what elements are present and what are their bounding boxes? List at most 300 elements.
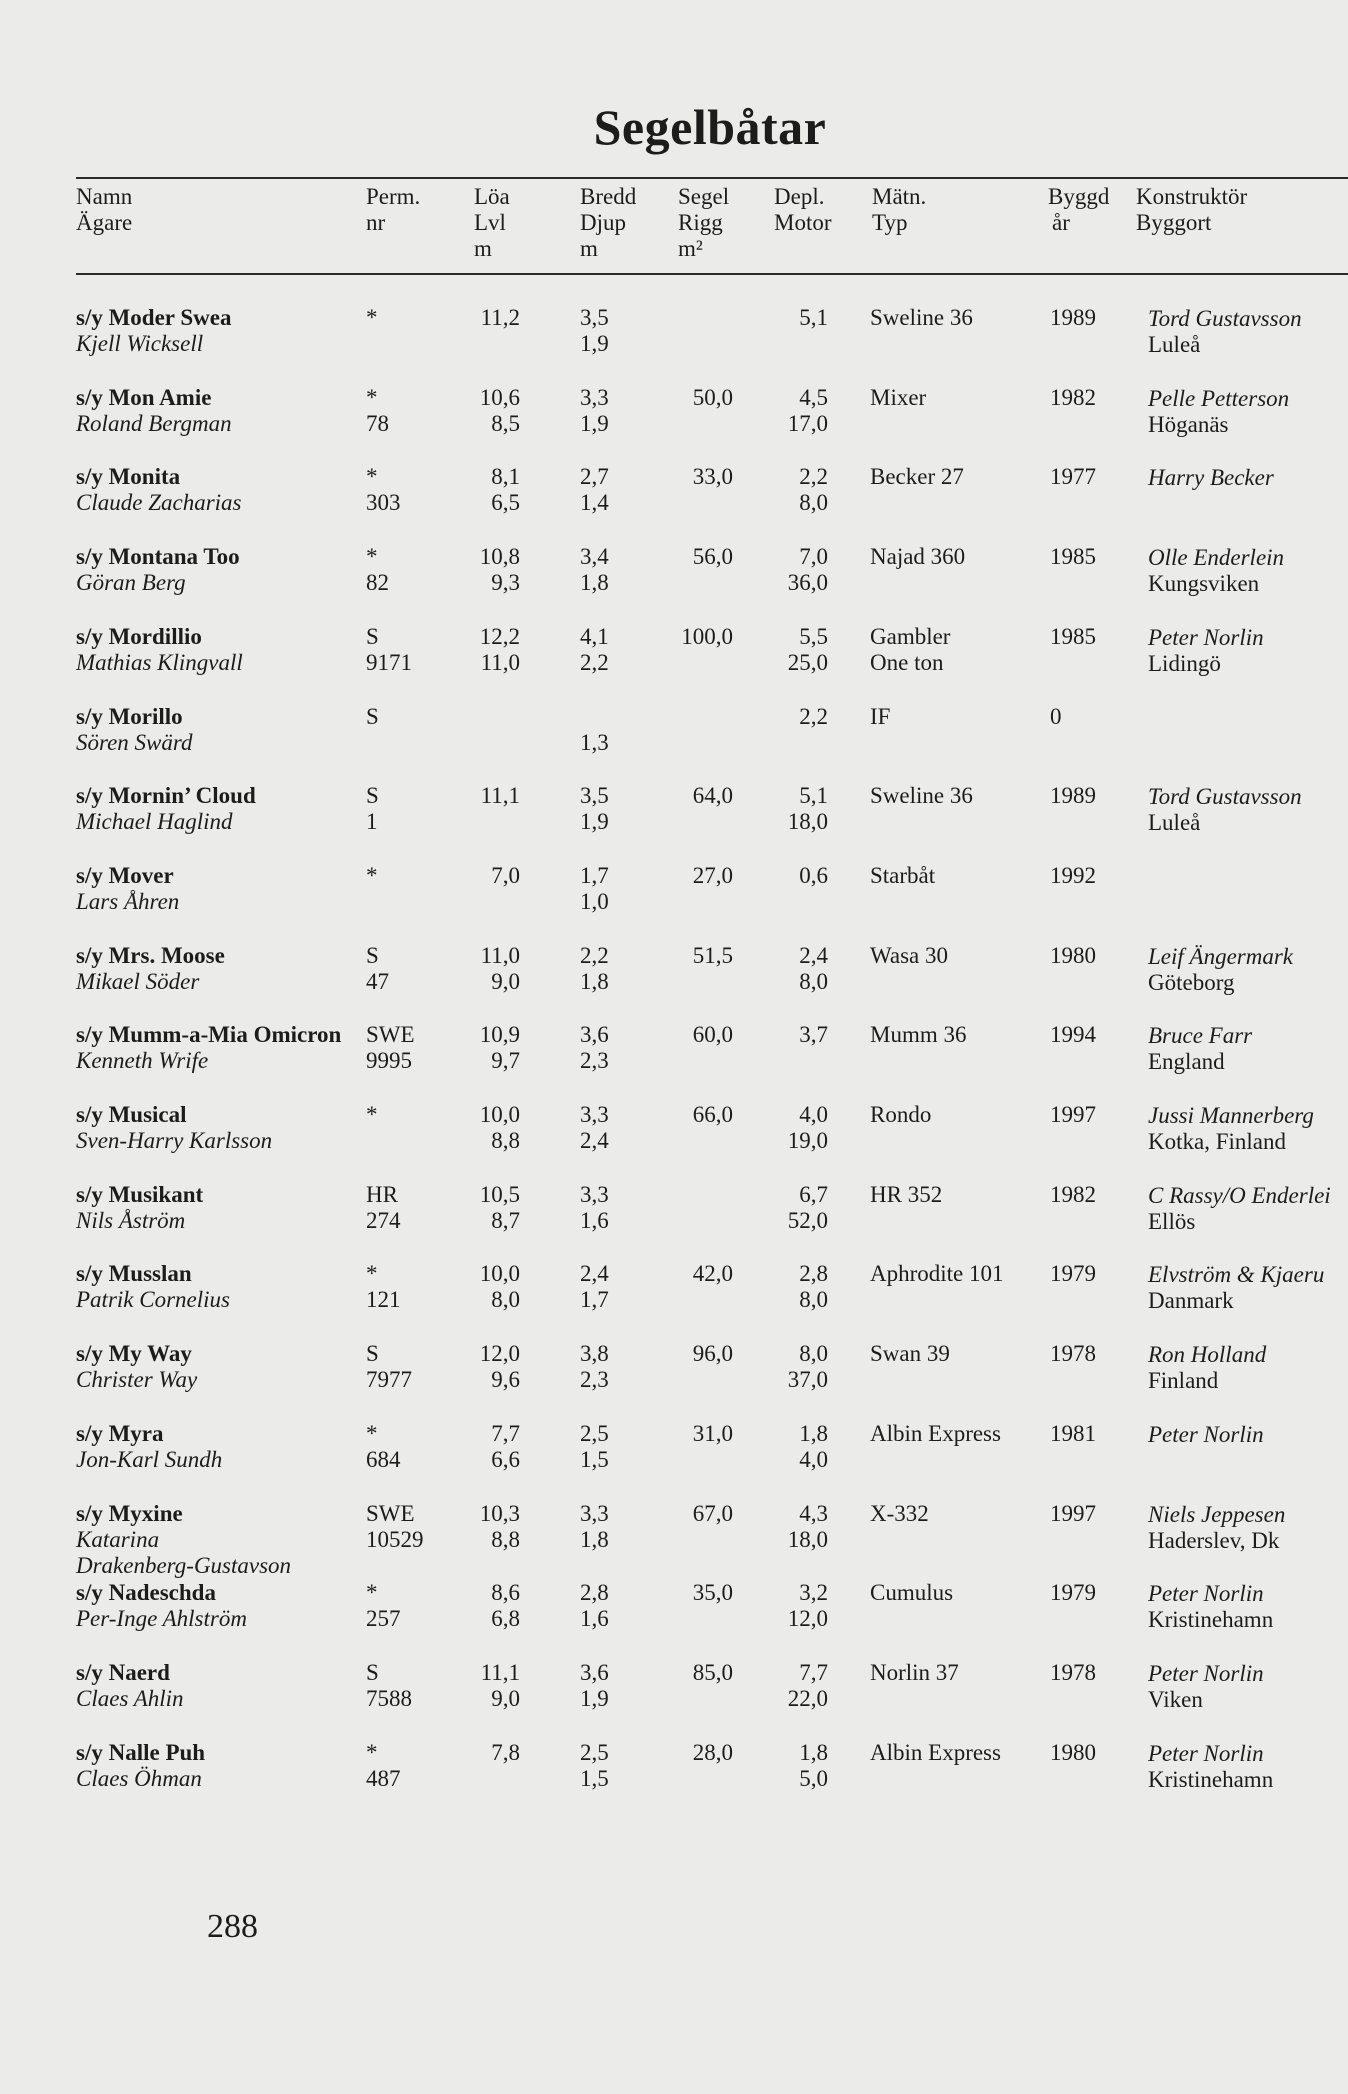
perm-code: * xyxy=(366,1420,378,1446)
year-built: 1980 xyxy=(1050,942,1096,968)
header-col-segel xyxy=(678,184,729,262)
header-namn: Namn xyxy=(76,184,133,209)
boat-entry xyxy=(0,463,1348,543)
boat-type: Aphrodite 101 xyxy=(870,1261,1004,1287)
designer-name: Peter Norlin xyxy=(1148,1740,1264,1766)
header-bredd: Bredd xyxy=(580,184,637,209)
boat-entry xyxy=(0,862,1348,942)
boat-type: Mumm 36 xyxy=(870,1022,967,1048)
perm-code: * xyxy=(366,1739,378,1765)
designer-name: Peter Norlin xyxy=(1148,1660,1264,1686)
perm-code: * xyxy=(366,305,378,330)
lvl-value: 11,0 xyxy=(480,649,520,675)
boat-entry xyxy=(0,623,1348,703)
djup-value: 1,8 xyxy=(580,1526,609,1552)
lvl-value: 9,0 xyxy=(491,1685,520,1711)
boat-type: Mixer xyxy=(870,384,927,410)
depl-value: 1,8 xyxy=(799,1420,828,1446)
header-typ: Typ xyxy=(872,210,908,235)
perm-number: 7588 xyxy=(366,1685,412,1711)
djup-value: 2,2 xyxy=(580,649,609,675)
owner-name: Michael Haglind xyxy=(76,809,233,835)
owner-name: Göran Berg xyxy=(76,570,186,596)
header-col-depl xyxy=(774,184,832,236)
loa-value: 8,6 xyxy=(491,1580,520,1606)
bredd-value: 3,3 xyxy=(580,1102,609,1127)
header-loa-unit: m xyxy=(474,236,492,261)
perm-code: SWE xyxy=(366,1500,415,1526)
motor-value: 17,0 xyxy=(787,410,828,436)
year-built: 1985 xyxy=(1050,544,1096,570)
motor-value: 5,0 xyxy=(799,1765,828,1791)
build-place: Ellös xyxy=(1148,1208,1196,1234)
djup-value: 1,8 xyxy=(580,968,609,994)
segel-value: 100,0 xyxy=(681,623,733,649)
boat-type: Najad 360 xyxy=(870,544,966,570)
boat-type: Becker 27 xyxy=(870,464,964,490)
perm-number: 121 xyxy=(366,1287,401,1313)
segel-value: 50,0 xyxy=(692,384,733,410)
loa-value: 10,3 xyxy=(479,1500,520,1526)
djup-value: 1,9 xyxy=(580,410,609,436)
owner-name: Kenneth Wrife xyxy=(76,1048,209,1074)
perm-code: * xyxy=(366,464,378,490)
year-built: 1997 xyxy=(1050,1102,1096,1127)
year-built: 1989 xyxy=(1050,305,1096,330)
header-perm: Perm. xyxy=(366,184,421,209)
boat-entry xyxy=(0,1659,1348,1739)
segel-value: 27,0 xyxy=(692,862,733,888)
bredd-value: 3,3 xyxy=(580,384,609,410)
boat-type-cont: One ton xyxy=(870,649,944,675)
lvl-value: 8,0 xyxy=(491,1287,520,1313)
boat-entry xyxy=(0,1420,1348,1500)
djup-value: 1,4 xyxy=(580,490,609,516)
loa-value: 7,0 xyxy=(491,862,520,888)
header-top-rule xyxy=(76,177,1348,179)
loa-value: 10,5 xyxy=(479,1181,520,1207)
boat-name: s/y Musical xyxy=(76,1102,187,1127)
motor-value: 12,0 xyxy=(787,1606,828,1632)
boat-name: s/y Mon Amie xyxy=(76,384,212,410)
perm-number: 684 xyxy=(366,1446,401,1472)
depl-value: 0,6 xyxy=(799,862,828,888)
build-place: Lidingö xyxy=(1148,650,1221,676)
segel-value: 42,0 xyxy=(692,1261,733,1287)
bredd-value: 4,1 xyxy=(580,623,609,649)
perm-code: S xyxy=(366,623,379,649)
designer-name: Peter Norlin xyxy=(1148,624,1264,650)
build-place: England xyxy=(1148,1049,1225,1075)
owner-name: Nils Åström xyxy=(76,1207,186,1233)
build-place: Göteborg xyxy=(1148,969,1235,995)
motor-value: 52,0 xyxy=(787,1207,828,1233)
header-bottom-rule xyxy=(76,273,1348,275)
header-nr: nr xyxy=(366,210,386,235)
header-loa: Löa xyxy=(474,184,510,209)
loa-value: 10,9 xyxy=(479,1022,520,1048)
boat-entry xyxy=(0,1101,1348,1181)
perm-code: * xyxy=(366,384,378,410)
year-built: 1989 xyxy=(1050,783,1096,809)
depl-value: 2,4 xyxy=(799,942,828,968)
djup-value: 2,3 xyxy=(580,1048,609,1074)
depl-value: 8,0 xyxy=(799,1341,828,1367)
owner-name: Sören Swärd xyxy=(76,729,193,755)
owner-name: Per-Inge Ahlström xyxy=(76,1606,247,1632)
designer-name: Harry Becker xyxy=(1148,465,1274,491)
boat-type: Cumulus xyxy=(870,1580,954,1606)
djup-value: 1,6 xyxy=(580,1606,609,1632)
segel-value: 67,0 xyxy=(692,1500,733,1526)
year-built: 1977 xyxy=(1050,464,1096,490)
build-place: Kotka, Finland xyxy=(1148,1129,1286,1154)
designer-name: Olle Enderlein xyxy=(1148,545,1285,571)
boat-type: Albin Express xyxy=(870,1420,1001,1446)
owner-name: Roland Bergman xyxy=(76,410,232,436)
year-built: 1997 xyxy=(1050,1500,1096,1526)
build-place: Luleå xyxy=(1148,332,1201,357)
segel-value: 66,0 xyxy=(692,1102,733,1127)
bredd-value: 3,6 xyxy=(580,1659,609,1685)
loa-value: 10,0 xyxy=(479,1261,520,1287)
loa-value: 11,2 xyxy=(480,305,520,330)
boat-type: Norlin 37 xyxy=(870,1659,959,1685)
segel-value: 96,0 xyxy=(692,1341,733,1367)
header-motor: Motor xyxy=(774,210,832,235)
build-place: Viken xyxy=(1148,1686,1203,1712)
djup-value: 1,9 xyxy=(580,809,609,835)
perm-code: * xyxy=(366,1580,378,1606)
boat-type: HR 352 xyxy=(870,1181,943,1207)
designer-name: Pelle Petterson xyxy=(1148,385,1290,411)
bredd-value: 3,4 xyxy=(580,544,609,570)
depl-value: 3,2 xyxy=(799,1580,828,1606)
year-built: 1980 xyxy=(1050,1739,1096,1765)
build-place: Danmark xyxy=(1148,1288,1234,1314)
header-bredd-unit: m xyxy=(580,236,598,261)
perm-number: 487 xyxy=(366,1765,401,1791)
header-agare: Ägare xyxy=(76,210,133,235)
loa-value: 12,2 xyxy=(479,623,520,649)
depl-value: 6,7 xyxy=(799,1181,828,1207)
loa-value: 8,1 xyxy=(491,464,520,490)
depl-value: 5,1 xyxy=(799,783,828,809)
header-col-perm xyxy=(366,184,420,236)
segel-value: 51,5 xyxy=(692,942,733,968)
perm-code: S xyxy=(366,703,379,729)
segel-value: 56,0 xyxy=(692,544,733,570)
depl-value: 4,0 xyxy=(799,1102,828,1127)
perm-number: 1 xyxy=(366,809,378,835)
loa-value: 11,0 xyxy=(480,942,520,968)
boat-entry xyxy=(0,1260,1348,1340)
boat-entry xyxy=(0,1340,1348,1420)
djup-value: 2,3 xyxy=(580,1367,609,1393)
perm-number: 257 xyxy=(366,1606,401,1632)
year-built: 1978 xyxy=(1050,1659,1096,1685)
perm-number: 7977 xyxy=(366,1367,412,1393)
bredd-value: 3,6 xyxy=(580,1022,609,1048)
designer-name: Jussi Mannerberg xyxy=(1148,1103,1314,1128)
perm-code: * xyxy=(366,1102,378,1127)
boat-type: Wasa 30 xyxy=(870,942,948,968)
lvl-value: 9,7 xyxy=(491,1048,520,1074)
header-ar: år xyxy=(1052,210,1070,235)
boat-name: s/y Naerd xyxy=(76,1659,170,1685)
lvl-value: 8,8 xyxy=(491,1526,520,1552)
segel-value: 28,0 xyxy=(692,1739,733,1765)
bredd-value: 2,5 xyxy=(580,1739,609,1765)
lvl-value: 9,6 xyxy=(491,1367,520,1393)
lvl-value: 6,5 xyxy=(491,490,520,516)
bredd-value: 2,7 xyxy=(580,464,609,490)
designer-name: Peter Norlin xyxy=(1148,1581,1264,1607)
header-lvl: Lvl xyxy=(474,210,506,235)
perm-code: HR xyxy=(366,1181,398,1207)
motor-value: 18,0 xyxy=(787,1526,828,1552)
owner-name: Sven-Harry Karlsson xyxy=(76,1128,273,1153)
loa-value: 11,1 xyxy=(480,1659,520,1685)
bredd-value: 3,8 xyxy=(580,1341,609,1367)
boat-name: s/y Mover xyxy=(76,862,174,888)
segel-value: 60,0 xyxy=(692,1022,733,1048)
bredd-value: 3,3 xyxy=(580,1500,609,1526)
depl-value: 2,8 xyxy=(799,1261,828,1287)
bredd-value: 3,3 xyxy=(580,1181,609,1207)
boat-name: s/y Moder Swea xyxy=(76,305,232,330)
segel-value: 31,0 xyxy=(692,1420,733,1446)
header-rigg: Rigg xyxy=(678,210,723,235)
designer-name: Bruce Farr xyxy=(1148,1023,1253,1049)
perm-number: 9995 xyxy=(366,1048,412,1074)
depl-value: 4,5 xyxy=(799,384,828,410)
motor-value: 19,0 xyxy=(787,1128,828,1153)
header-col-loa xyxy=(474,184,510,262)
page-number: 288 xyxy=(207,1908,258,1945)
year-built: 1994 xyxy=(1050,1022,1096,1048)
perm-number: 10529 xyxy=(366,1526,424,1552)
build-place: Kungsviken xyxy=(1148,571,1260,597)
owner-name: Claes Öhman xyxy=(76,1765,202,1791)
djup-value: 1,9 xyxy=(580,331,609,356)
bredd-value: 2,4 xyxy=(580,1261,609,1287)
boat-entry xyxy=(0,1500,1348,1580)
perm-code: S xyxy=(366,1341,379,1367)
djup-value: 1,7 xyxy=(580,1287,609,1313)
loa-value: 10,8 xyxy=(479,544,520,570)
header-depl: Depl. xyxy=(774,184,825,209)
perm-code: SWE xyxy=(366,1022,415,1048)
segel-value: 85,0 xyxy=(692,1659,733,1685)
designer-name: Peter Norlin xyxy=(1148,1421,1264,1447)
year-built: 1982 xyxy=(1050,384,1096,410)
owner-name: Claude Zacharias xyxy=(76,490,242,516)
bredd-value: 3,5 xyxy=(580,783,609,809)
djup-value: 1,6 xyxy=(580,1207,609,1233)
segel-value: 33,0 xyxy=(692,464,733,490)
depl-value: 3,7 xyxy=(799,1022,828,1048)
boat-entry xyxy=(0,304,1348,384)
motor-value: 4,0 xyxy=(799,1446,828,1472)
year-built: 1979 xyxy=(1050,1261,1096,1287)
boat-entry xyxy=(0,1181,1348,1261)
lvl-value: 6,8 xyxy=(491,1606,520,1632)
owner-name: Katarina xyxy=(76,1526,160,1552)
djup-value: 1,5 xyxy=(580,1765,609,1791)
motor-value: 22,0 xyxy=(787,1685,828,1711)
header-col-bredd xyxy=(580,184,636,262)
motor-value: 37,0 xyxy=(787,1367,828,1393)
header-byggort: Byggort xyxy=(1136,210,1212,235)
motor-value: 8,0 xyxy=(799,490,828,516)
boat-type: Swan 39 xyxy=(870,1341,950,1367)
boat-entry xyxy=(0,543,1348,623)
djup-value: 1,0 xyxy=(580,888,609,914)
boat-type: Sweline 36 xyxy=(870,305,973,330)
perm-code: S xyxy=(366,942,379,968)
perm-number: 78 xyxy=(366,410,389,436)
lvl-value: 9,3 xyxy=(491,570,520,596)
boat-name: s/y Montana Too xyxy=(76,544,240,570)
owner-name-cont: Drakenberg-Gustavson xyxy=(76,1552,292,1578)
depl-value: 7,0 xyxy=(799,544,828,570)
perm-number: 303 xyxy=(366,490,401,516)
lvl-value: 8,7 xyxy=(491,1207,520,1233)
motor-value: 25,0 xyxy=(787,649,828,675)
perm-code: S xyxy=(366,783,379,809)
boat-entry xyxy=(0,384,1348,464)
year-built: 1981 xyxy=(1050,1420,1096,1446)
boat-entry xyxy=(0,942,1348,1022)
owner-name: Patrik Cornelius xyxy=(76,1287,230,1313)
designer-name: Ron Holland xyxy=(1148,1342,1267,1368)
header-col-byggd xyxy=(1048,184,1109,236)
designer-name: Elvström & Kjaeru xyxy=(1148,1262,1325,1288)
owner-name: Lars Åhren xyxy=(76,888,180,914)
bredd-value: 2,8 xyxy=(580,1580,609,1606)
year-built: 1978 xyxy=(1050,1341,1096,1367)
depl-value: 4,3 xyxy=(799,1500,828,1526)
lvl-value: 6,6 xyxy=(491,1446,520,1472)
boat-name: s/y Mumm-a-Mia Omicron xyxy=(76,1022,342,1048)
boat-name: s/y Mordillio xyxy=(76,623,202,649)
boat-name: s/y Nalle Puh xyxy=(76,1739,206,1765)
build-place: Kristinehamn xyxy=(1148,1766,1274,1792)
year-built: 1979 xyxy=(1050,1580,1096,1606)
depl-value: 1,8 xyxy=(799,1739,828,1765)
depl-value: 5,5 xyxy=(799,623,828,649)
header-matn: Mätn. xyxy=(872,184,927,209)
lvl-value: 9,0 xyxy=(491,968,520,994)
perm-code: S xyxy=(366,1659,379,1685)
depl-value: 2,2 xyxy=(799,703,828,729)
boat-type: Gambler xyxy=(870,623,951,649)
perm-number: 274 xyxy=(366,1207,401,1233)
segel-value: 35,0 xyxy=(692,1580,733,1606)
designer-name: Tord Gustavsson xyxy=(1148,306,1302,331)
year-built: 1992 xyxy=(1050,862,1096,888)
loa-value: 12,0 xyxy=(479,1341,520,1367)
depl-value: 2,2 xyxy=(799,464,828,490)
boat-entry xyxy=(0,1579,1348,1659)
year-built: 0 xyxy=(1050,703,1062,729)
segel-value: 64,0 xyxy=(692,783,733,809)
header-konstruktor: Konstruktör xyxy=(1136,184,1248,209)
header-col-konstruktor xyxy=(1136,184,1247,236)
boat-type: X-332 xyxy=(870,1500,929,1526)
header-segel: Segel xyxy=(678,184,730,209)
boat-name: s/y Mornin’ Cloud xyxy=(76,783,256,809)
djup-value: 1,3 xyxy=(580,729,609,755)
header-col-matn xyxy=(872,184,926,236)
year-built: 1982 xyxy=(1050,1181,1096,1207)
boat-name: s/y Myra xyxy=(76,1420,164,1446)
owner-name: Kjell Wicksell xyxy=(76,331,204,356)
bredd-value: 3,5 xyxy=(580,305,609,330)
perm-code: * xyxy=(366,544,378,570)
boat-entry xyxy=(0,782,1348,862)
perm-number: 9171 xyxy=(366,649,412,675)
perm-number: 82 xyxy=(366,570,389,596)
lvl-value: 8,8 xyxy=(491,1128,520,1153)
boat-name: s/y Mrs. Moose xyxy=(76,942,225,968)
owner-name: Mikael Söder xyxy=(76,968,200,994)
header-byggd: Byggd xyxy=(1048,184,1110,209)
loa-value: 11,1 xyxy=(480,783,520,809)
motor-value: 36,0 xyxy=(787,570,828,596)
boat-type: IF xyxy=(870,703,891,729)
lvl-value: 8,5 xyxy=(491,410,520,436)
loa-value: 10,0 xyxy=(479,1102,520,1127)
bredd-value: 1,7 xyxy=(580,862,609,888)
designer-name: Niels Jeppesen xyxy=(1148,1501,1286,1527)
owner-name: Jon-Karl Sundh xyxy=(76,1446,223,1472)
boat-type: Sweline 36 xyxy=(870,783,973,809)
djup-value: 2,4 xyxy=(580,1128,609,1153)
designer-name: Tord Gustavsson xyxy=(1148,784,1302,810)
bredd-value: 2,5 xyxy=(580,1420,609,1446)
designer-name: Leif Ängermark xyxy=(1148,943,1294,969)
build-place: Höganäs xyxy=(1148,411,1229,437)
perm-code: * xyxy=(366,1261,378,1287)
motor-value: 18,0 xyxy=(787,809,828,835)
owner-name: Mathias Klingvall xyxy=(76,649,243,675)
header-col-namn xyxy=(76,184,132,236)
boat-type: Albin Express xyxy=(870,1739,1001,1765)
boat-entry xyxy=(0,1021,1348,1101)
motor-value: 8,0 xyxy=(799,1287,828,1313)
page-title: Segelbåtar xyxy=(593,99,827,155)
owner-name: Claes Ahlin xyxy=(76,1685,184,1711)
boat-name: s/y Morillo xyxy=(76,703,183,729)
djup-value: 1,8 xyxy=(580,570,609,596)
loa-value: 7,7 xyxy=(491,1420,520,1446)
loa-value: 10,6 xyxy=(479,384,520,410)
bredd-value: 2,2 xyxy=(580,942,609,968)
depl-value: 5,1 xyxy=(799,305,828,330)
boat-name: s/y My Way xyxy=(76,1341,192,1367)
owner-name: Christer Way xyxy=(76,1367,198,1393)
header-segel-unit: m² xyxy=(678,236,703,261)
boat-entry xyxy=(0,703,1348,783)
perm-number: 47 xyxy=(366,968,389,994)
perm-code: * xyxy=(366,862,378,888)
header-djup: Djup xyxy=(580,210,626,235)
boat-type: Rondo xyxy=(870,1102,932,1127)
djup-value: 1,9 xyxy=(580,1685,609,1711)
boat-entry xyxy=(0,1739,1348,1819)
